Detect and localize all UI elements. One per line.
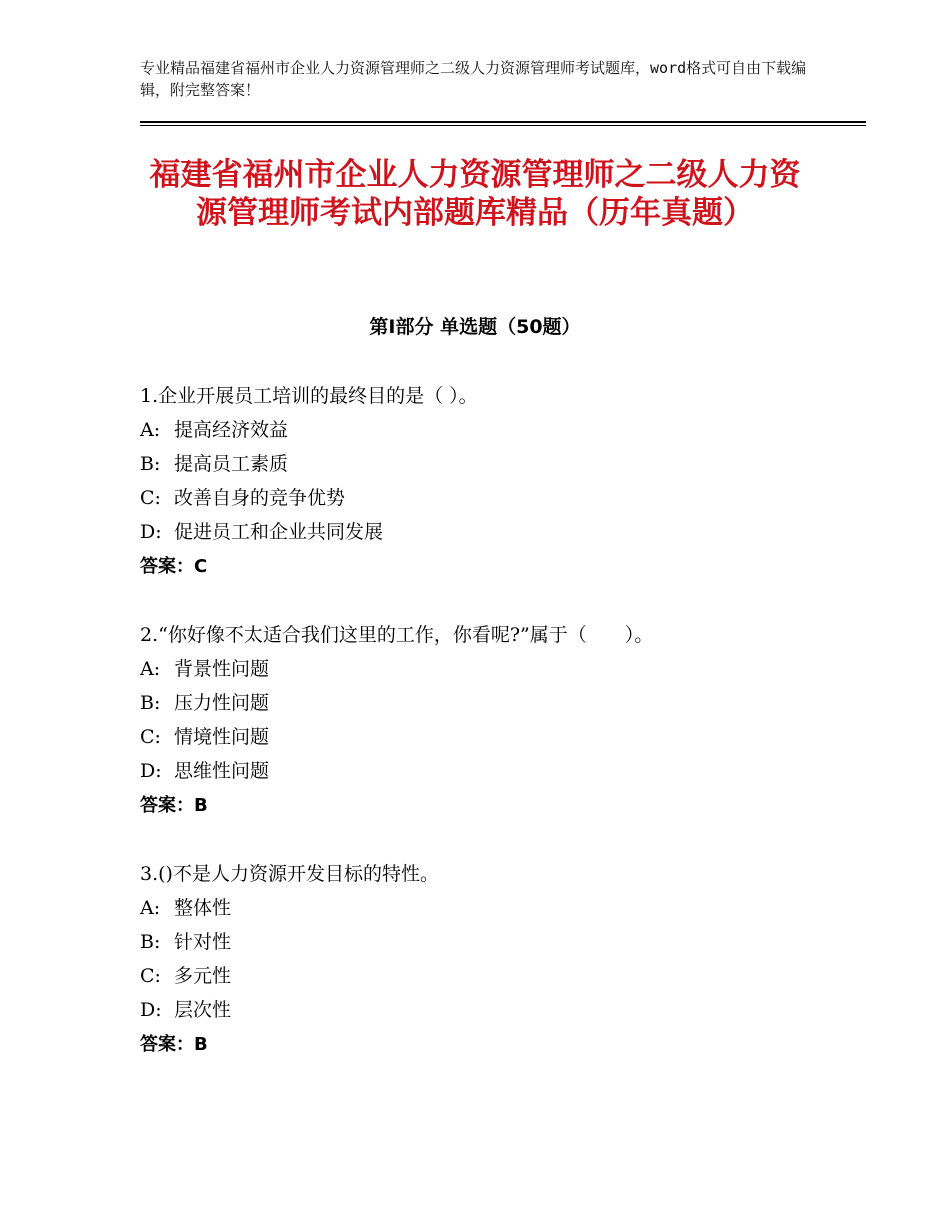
option-text: 层次性 (174, 999, 232, 1021)
answer-line: 答案：B (140, 1034, 208, 1055)
header-note: 专业精品福建省福州市企业人力资源管理师之二级人力资源管理师考试题库，word格式可自由下载编辑，附完整答案！ (140, 59, 807, 99)
option-text: 压力性问题 (174, 692, 270, 714)
question-3 (140, 857, 860, 1063)
question-stem: 2.“你好像不太适合我们这里的工作，你看呢?”属于（ ）。 (140, 624, 654, 646)
option-a (140, 652, 860, 686)
question-2 (140, 618, 860, 824)
option-letter: C: (140, 487, 161, 509)
option-b (140, 925, 860, 959)
question-1 (140, 379, 860, 585)
option-d (140, 515, 860, 549)
option-letter: C: (140, 726, 161, 748)
option-text: 针对性 (174, 931, 232, 953)
option-d (140, 754, 860, 788)
header-rule-thin (140, 125, 866, 126)
option-b (140, 447, 860, 481)
option-text: 改善自身的竞争优势 (174, 487, 346, 509)
option-text: 背景性问题 (174, 658, 270, 680)
option-a (140, 413, 860, 447)
option-text: 促进员工和企业共同发展 (174, 521, 384, 543)
option-text: 提高员工素质 (174, 453, 289, 475)
option-letter: B: (140, 692, 161, 714)
option-letter: D: (140, 999, 162, 1021)
option-letter: B: (140, 931, 161, 953)
option-letter: A: (140, 419, 161, 441)
option-letter: C: (140, 965, 161, 987)
option-c (140, 481, 860, 515)
document-title: 福建省福州市企业人力资源管理师之二级人力资源管理师考试内部题库精品（历年真题） (149, 157, 801, 231)
option-b (140, 686, 860, 720)
option-d (140, 993, 860, 1027)
option-a (140, 891, 860, 925)
option-c (140, 959, 860, 993)
option-letter: A: (140, 897, 161, 919)
option-text: 整体性 (174, 897, 232, 919)
option-text: 多元性 (174, 965, 232, 987)
header-rule-thick (140, 121, 866, 123)
option-c (140, 720, 860, 754)
option-letter: D: (140, 760, 162, 782)
option-text: 情境性问题 (174, 726, 270, 748)
section-heading: 第Ⅰ部分 单选题（50题） (369, 316, 581, 338)
question-stem: 1.企业开展员工培训的最终目的是（ ）。 (140, 385, 478, 407)
question-stem: 3.()不是人力资源开发目标的特性。 (140, 863, 439, 885)
answer-line: 答案：B (140, 795, 208, 816)
option-text: 提高经济效益 (174, 419, 289, 441)
option-letter: B: (140, 453, 161, 475)
option-letter: D: (140, 521, 162, 543)
answer-line: 答案：C (140, 556, 208, 577)
option-letter: A: (140, 658, 161, 680)
option-text: 思维性问题 (174, 760, 270, 782)
